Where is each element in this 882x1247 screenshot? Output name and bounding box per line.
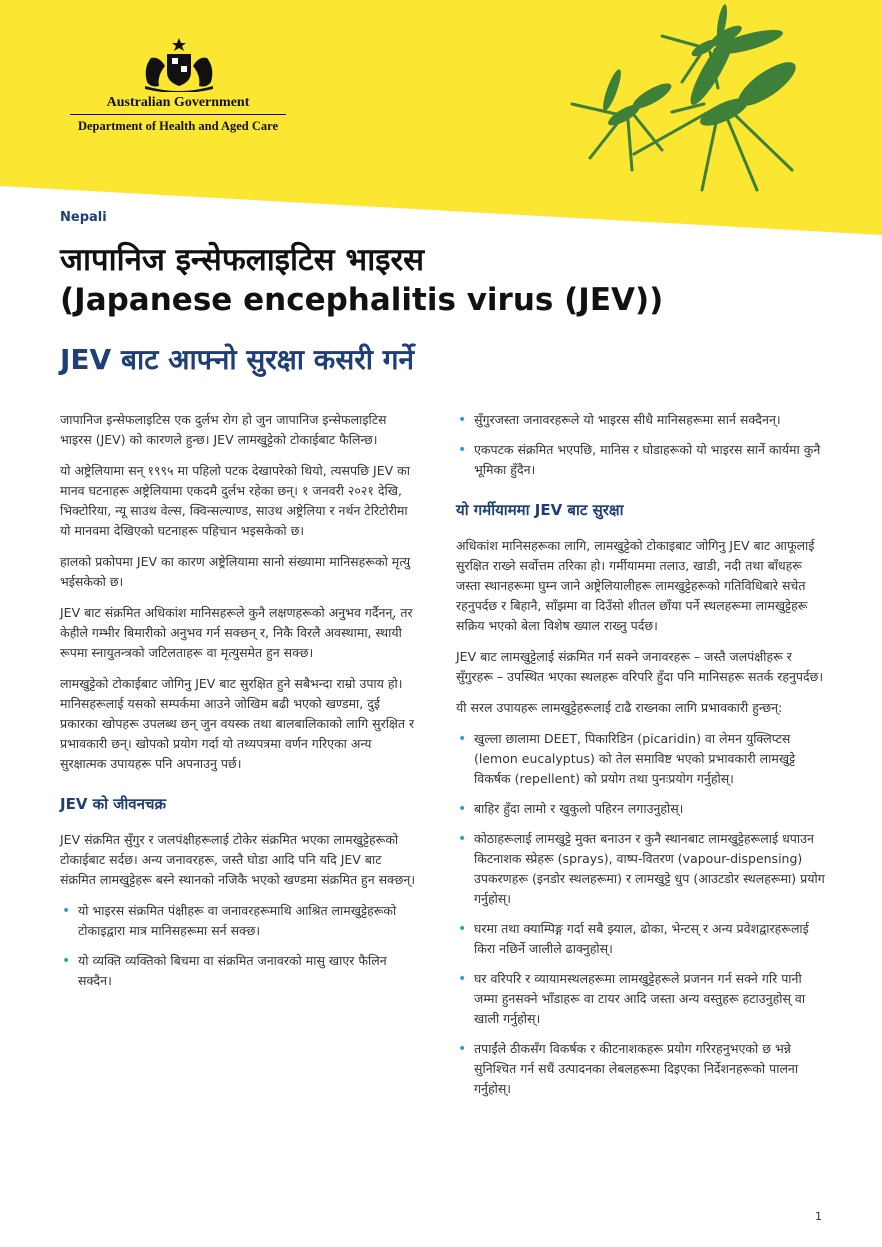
list-item xyxy=(456,969,826,1029)
bullet-icon: • xyxy=(62,953,71,969)
intro-paragraph: लामखुट्टेको टोकाईबाट जोगिनु JEV बाट सुरक्षित हुने सबैभन्दा राम्रो उपाय हो। मानिसहरूलाई यसको सम्पर्कमा आउने जोखिम बढी भएको खण्डमा, दुई प्रकारका खोपहरू उपलब्ध छन् जुन वयस्क तथा बालबालिकाको लागि सुरक्षित र प्रभावकारी छन्। खोपको प्रयोग गर्दा यो तथ्यपत्रमा वर्णन गरिएका अन्य सुरक्षात्मक उपायहरू पनि अपनाउनु पर्छ। xyxy=(60,676,415,771)
government-name: Australian Government xyxy=(106,95,250,110)
list-item-text: बाहिर हुँदा लामो र खुकुलो पहिरन लगाउनुहोस्। xyxy=(474,801,684,816)
bullet-icon: • xyxy=(458,831,467,847)
coat-of-arms-icon xyxy=(141,36,217,92)
list-item-text: कोठाहरूलाई लामखुट्टे मुक्त बनाउन र कुनै स्थानबाट लामखुट्टेहरूलाई धपाउन किटनाशक स्प्रेहरू (sprays), वाष्प-वितरण (vapour-dispensing) उपकरणहरू (इनडोर स्थलहरूमा) र लामखुट्टे धुप (आउटडोर स्थलहरूमा) प्रयोग गर्नुहोस्। xyxy=(474,831,825,906)
summer-paragraph: अधिकांश मानिसहरूका लागि, लामखुट्टेको टोकाइबाट जोगिनु JEV बाट आफूलाई सुरक्षित राख्ने सर्वोत्तम तरिका हो। गर्मीयाममा तलाउ, खाडी, नदी तथा बाँधहरू जस्ता स्थानहरूमा घुम्न जाने अष्ट्रेलियालीहरू लामखुट्टेहरूको गतिविधिबारे सचेत रहनुपर्दछ र बिहानै, साँझमा वा दिउँसो शीतल छाँया पर्ने स्थलहरूमा लामखुट्टेहरू सक्रिय भएको बेला विशेष ख्याल राख्नु पर्दछ। xyxy=(456,538,815,633)
list-item xyxy=(456,440,826,480)
list-item xyxy=(456,829,826,909)
summer-protection-heading: यो गर्मीयाममा JEV बाट सुरक्षा xyxy=(456,501,624,519)
list-item-text: तपाईंले ठीकसँग विकर्षक र कीटनाशकहरू प्रयोग गरिरहनुभएको छ भन्ने सुनिश्चित गर्न सधैं उत्पादनका लेबलहरूमा दिइएका निर्देशनहरूको पालना गर्नुहोस्। xyxy=(474,1041,799,1096)
list-item xyxy=(456,919,826,959)
list-item xyxy=(60,901,420,941)
bullet-icon: • xyxy=(458,1041,467,1057)
left-column xyxy=(60,410,420,1001)
list-item xyxy=(456,799,826,819)
title-english: (Japanese encephalitis virus (JEV)) xyxy=(60,282,664,318)
intro-paragraph: हालको प्रकोपमा JEV का कारण अष्ट्रेलियामा सानो संख्यामा मानिसहरूको मृत्यु भईसकेको छ। xyxy=(60,554,411,589)
list-item-text: यो व्यक्ति व्यक्तिको बिचमा वा संक्रमित जनावरको मासु खाएर फैलिन सक्दैन। xyxy=(78,953,387,988)
divider xyxy=(70,114,286,115)
summer-paragraph: JEV बाट लामखुट्टेलाई संक्रमित गर्न सक्ने जनावरहरू – जस्तै जलपंक्षीहरू र सुँगुरहरू – उपस्थित भएका स्थलहरू वरिपरि हुँदा पनि मानिसहरू सतर्क रहनुपर्दछ। xyxy=(456,649,824,684)
bullet-icon: • xyxy=(62,903,71,919)
right-column xyxy=(456,410,826,1109)
bullet-icon: • xyxy=(458,442,467,458)
department-name: Department of Health and Aged Care xyxy=(77,119,279,133)
bullet-icon: • xyxy=(458,801,467,817)
page-number: 1 xyxy=(815,1210,822,1223)
mosquito-icon xyxy=(542,0,882,200)
lifecycle-paragraph: JEV संक्रमित सुँगुर र जलपंक्षीहरूलाई टोकेर संक्रमित भएका लामखुट्टेहरूको टोकाईबाट सर्दछ। अन्य जनावरहरू, जस्तै घोडा आदि पनि यदि JEV बाट संक्रमित लामखुट्टेहरू बस्ने स्थानको नजिकै भएको खण्डमा संक्रमित हुन सक्छन्। xyxy=(60,832,416,887)
bullet-icon: • xyxy=(458,921,467,937)
transmission-list xyxy=(456,410,826,480)
lifecycle-heading: JEV को जीवनचक्र xyxy=(60,795,167,813)
page-subtitle: JEV बाट आफ्नो सुरक्षा कसरी गर्ने xyxy=(60,343,415,376)
page-title xyxy=(60,240,840,320)
list-item-text: यो भाइरस संक्रमित पंक्षीहरू वा जनावरहरूमाथि आश्रित लामखुट्टेहरूको टोकाइद्वारा मात्र मानिसहरूमा सर्न सक्छ। xyxy=(78,903,397,938)
intro-paragraph: JEV बाट संक्रमित अधिकांश मानिसहरूले कुनै लक्षणहरूको अनुभव गर्दैनन्, तर केहीले गम्भीर बिमारीको अनुभव गर्न सक्छन् र, निकै विरलै अवस्थामा, स्थायी रूपमा स्नायुतन्त्रको जटिलताहरू वा मृत्युसमेत हुन सक्छ। xyxy=(60,605,413,660)
bullet-icon: • xyxy=(458,731,467,747)
list-item xyxy=(456,410,826,430)
lifecycle-list xyxy=(60,901,420,991)
list-item-text: एकपटक संक्रमित भएपछि, मानिस र घोडाहरूको यो भाइरस सार्ने कार्यमा कुनै भूमिका हुँदैन। xyxy=(474,442,821,477)
list-item xyxy=(456,1039,826,1099)
list-item-text: सुँगुरजस्ता जनावरहरूले यो भाइरस सीधै मानिसहरूमा सार्न सक्दैनन्। xyxy=(474,412,781,427)
title-nepali: जापानिज इन्सेफलाइटिस भाइरस xyxy=(60,242,425,278)
bullet-icon: • xyxy=(458,971,467,987)
list-item xyxy=(60,951,420,991)
list-item-text: घर वरिपरि र व्यायामस्थलहरूमा लामखुट्टेहरूले प्रजनन गर्न सक्ने गरि पानी जम्मा हुनसक्ने भाँडाहरू वा टायर आदि जस्ता अन्य वस्तुहरू हटाउनुहोस् वा खाली गर्नुहोस्। xyxy=(474,971,806,1026)
intro-paragraph: यो अष्ट्रेलियामा सन् १९९५ मा पहिलो पटक देखापरेको थियो, त्यसपछि JEV का मानव घटनाहरू अष्ट्रेलियामा एकदमै दुर्लभ रहेका छन्। १ जनवरी २०२१ देखि, भिक्टोरिया, न्यू साउथ वेल्स, क्विन्सल्याण्ड, साउथ अष्ट्रेलिया र नर्थन टेरिटोरीमा यो मानवमा देखिएको घटनाहरू पहिचान भइसकेको छ। xyxy=(60,463,410,538)
prevention-tips-list xyxy=(456,729,826,1099)
language-label: Nepali xyxy=(60,210,107,225)
list-item xyxy=(456,729,826,789)
list-item-text: घरमा तथा क्याम्पिङ्ग गर्दा सबै झ्याल, ढोका, भेन्टस् र अन्य प्रवेशद्वारहरूलाई किरा नछिर्ने जालीले ढाक्नुहोस्। xyxy=(474,921,809,956)
list-item-text: खुल्ला छालामा DEET, पिकारिडिन (picaridin) वा लेमन युक्लिप्टस (lemon eucalyptus) को तेल समाविष्ट भएको प्रभावकारी लामखुट्टे विकर्षक (repellent) को प्रयोग तथा पुनःप्रयोग गर्नुहोस्। xyxy=(474,731,796,786)
bullet-icon: • xyxy=(458,412,467,428)
intro-paragraph: जापानिज इन्सेफलाइटिस एक दुर्लभ रोग हो जुन जापानिज इन्सेफलाइटिस भाइरस (JEV) को कारणले हुन्छ। JEV लामखुट्टेको टोकाईबाट फैलिन्छ। xyxy=(60,412,387,447)
summer-paragraph: यी सरल उपायहरू लामखुट्टेहरूलाई टाढै राख्नका लागि प्रभावकारी हुन्छन्: xyxy=(456,700,783,715)
